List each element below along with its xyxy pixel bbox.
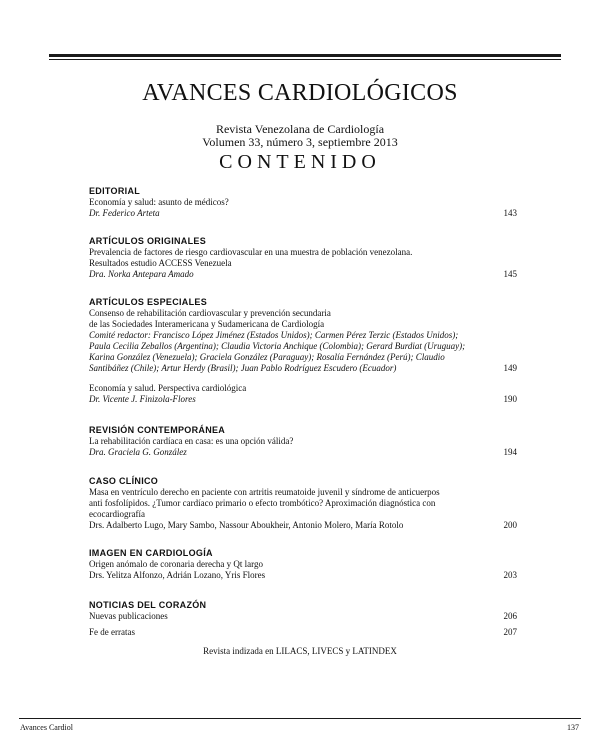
toc-entry[interactable] (89, 436, 517, 458)
entry-title: Masa en ventrículo derecho en paciente con artritis reumatoide juvenil y síndrome de anticuerpos (89, 487, 440, 497)
section-heading: CASO CLÍNICO (89, 476, 159, 486)
index-note: Revista indizada en LILACS, LIVECS y LATINDEX (203, 646, 397, 656)
volume-info: Volumen 33, número 3, septiembre 2013 (202, 135, 398, 149)
journal-name: Revista Venezolana de Cardiología (215, 122, 385, 136)
journal-subtitle (0, 123, 600, 149)
entry-title: Nuevas publicaciones (89, 611, 168, 621)
section-caso-clinico (89, 476, 517, 531)
entry-title: ecocardiografía (89, 509, 145, 519)
section-heading: NOTICIAS DEL CORAZÓN (89, 600, 207, 610)
section-originales (89, 236, 517, 280)
entry-author: Dr. Federico Arteta (89, 208, 160, 218)
footer-page-number: 137 (567, 723, 579, 732)
entry-author: Santibáñez (Chile); Artur Herdy (Brasil); Juan Pablo Rodríguez Escudero (Ecuador) (89, 363, 397, 373)
section-heading: EDITORIAL (89, 186, 141, 196)
entry-page: 200 (503, 520, 517, 530)
entry-title: Origen anómalo de coronaria derecha y Qt largo (89, 559, 264, 569)
section-heading: IMAGEN EN CARDIOLOGÍA (89, 548, 213, 558)
entry-title: Fe de erratas (89, 627, 135, 637)
entry-page: 145 (503, 269, 517, 279)
entry-author: Dra. Norka Antepara Amado (89, 269, 194, 279)
section-heading: REVISIÓN CONTEMPORÁNEA (89, 425, 226, 435)
entry-page: 149 (503, 363, 517, 373)
toc-entry[interactable] (89, 487, 517, 531)
entry-page: 203 (503, 570, 517, 580)
entry-title: Economía y salud: asunto de médicos? (89, 197, 229, 207)
entry-page: 206 (503, 611, 517, 621)
toc-entry[interactable] (89, 559, 517, 581)
toc-entry[interactable] (89, 627, 517, 638)
entry-author: Drs. Adalberto Lugo, Mary Sambo, Nassour Aboukheir, Antonio Molero, María Rotolo (89, 520, 404, 530)
toc-entry[interactable] (89, 383, 517, 405)
toc-entry[interactable] (89, 197, 517, 219)
section-especiales (89, 297, 517, 405)
entry-author: Comité redactor: Francisco López Jiménez (Estados Unidos); Carmen Pérez Terzic (Estados Unidos); (89, 330, 459, 340)
journal-title: AVANCES CARDIOLÓGICOS (142, 80, 458, 106)
section-heading: ARTÍCULOS ESPECIALES (89, 297, 208, 307)
entry-title: de las Sociedades Interamericana y Sudamericana de Cardiología (89, 319, 325, 329)
section-imagen (89, 548, 517, 581)
entry-title: La rehabilitación cardíaca en casa: es una opción válida? (89, 436, 294, 446)
entry-title: Prevalencia de factores de riesgo cardiovascular en una muestra de población venezolana. (89, 247, 413, 257)
top-thin-rule (49, 59, 561, 60)
section-noticias (89, 600, 517, 638)
entry-title: Consenso de rehabilitación cardiovascular y prevención secundaria (89, 308, 331, 318)
toc-entry[interactable] (89, 308, 517, 374)
entry-page: 143 (503, 208, 517, 218)
entry-author: Dra. Graciela G. González (89, 447, 187, 457)
entry-title: Economía y salud. Perspectiva cardiológica (89, 383, 247, 393)
entry-page: 194 (503, 447, 517, 457)
entry-author: Dr. Vicente J. Finizola-Flores (89, 394, 196, 404)
entry-title: anti fosfolípidos. ¿Tumor cardíaco primario o efecto trombótico? Aproximación diagnóstica con (89, 498, 436, 508)
entry-title: Resultados estudio ACCESS Venezuela (89, 258, 232, 268)
entry-author: Karina González (Venezuela); Graciela González (Paraguay); Rosalía Fernández (Perú); Claudio (89, 352, 445, 362)
contents-heading: CONTENIDO (219, 151, 381, 173)
section-editorial (89, 186, 517, 219)
toc-entry[interactable] (89, 611, 517, 622)
entry-page: 207 (503, 627, 517, 637)
entry-author: Paula Cecilia Zeballos (Argentina); Claudia Victoria Anchique (Colombia); Gerard Burdiat (Uruguay); (89, 341, 466, 351)
footer-journal-abbrev: Avances Cardiol (20, 723, 73, 732)
footer-rule (19, 718, 581, 719)
toc-entry[interactable] (89, 247, 517, 280)
section-revision (89, 425, 517, 458)
entry-author: Drs. Yelitza Alfonzo, Adrián Lozano, Yris Flores (89, 570, 266, 580)
section-heading: ARTÍCULOS ORIGINALES (89, 236, 207, 246)
entry-page: 190 (503, 394, 517, 404)
top-thick-rule (49, 54, 561, 57)
